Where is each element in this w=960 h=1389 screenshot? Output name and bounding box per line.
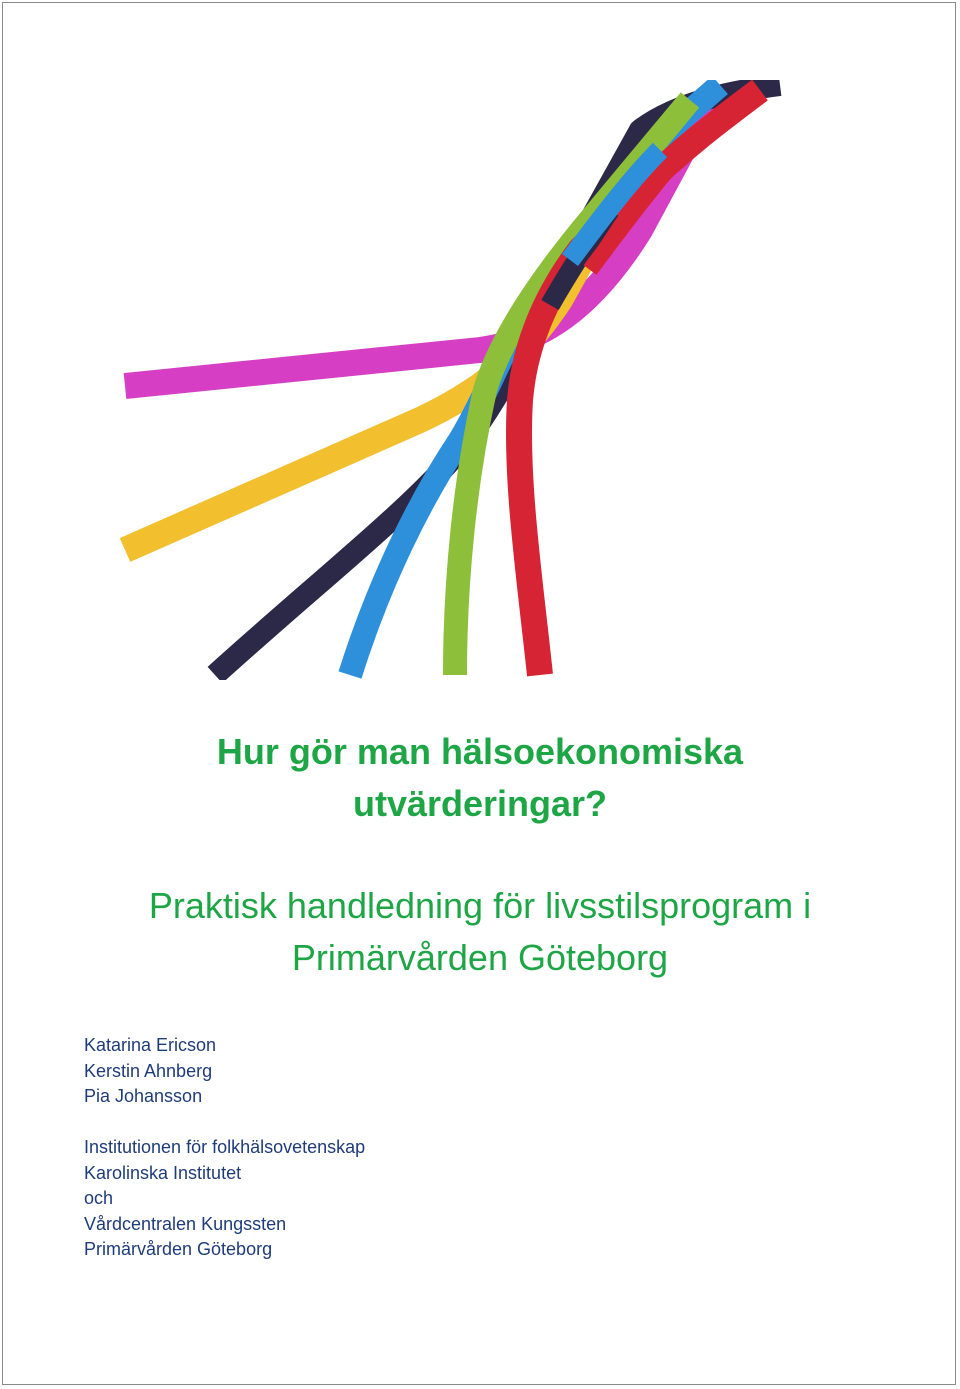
author-name: Kerstin Ahnberg [84,1060,213,1081]
yellow-strand [125,120,660,550]
affiliation-line: Vårdcentralen Kungssten [84,1213,287,1234]
affiliation-line: Institutionen för folkhälsovetenskap [84,1137,366,1157]
author-list [84,1033,216,1110]
document-title-line-1: Hur gör man hälsoekonomiska [216,731,744,772]
cover-image [120,80,800,680]
document-title-line-2: utvärderingar? [352,783,608,824]
affiliation-list [84,1135,365,1263]
affiliation-line: Karolinska Institutet [84,1162,242,1183]
document-subtitle-line-1: Praktisk handledning för livsstilsprogram i [148,885,812,926]
author-name: Katarina Ericson [84,1035,217,1055]
affiliation-line: Primärvården Göteborg [84,1239,273,1259]
affiliation-line: och [84,1188,114,1208]
document-subtitle-line-2: Primärvården Göteborg [291,937,669,978]
author-name: Pia Johansson [84,1086,203,1106]
